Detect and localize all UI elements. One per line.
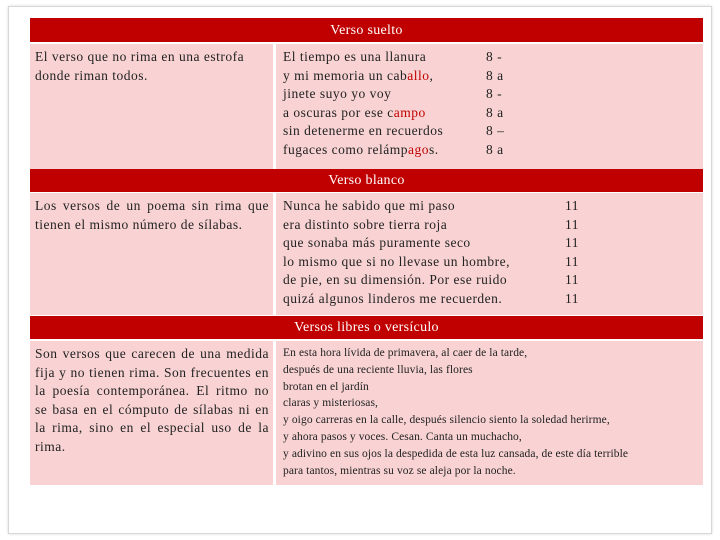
poem-line-text — [283, 381, 369, 393]
poem-line — [283, 104, 697, 123]
poem-text-fragment: , — [429, 67, 434, 83]
poem-line — [283, 271, 697, 290]
meter-count: 8 a — [486, 67, 504, 83]
poem-line-text — [283, 217, 447, 232]
poem-line — [283, 395, 697, 412]
poem-text-fragment: jinete suyo yo voy — [283, 86, 392, 102]
poem-text-fragment: de pie, en su dimensión. Por ese ruido — [283, 272, 508, 288]
poem-text-fragment: que sonaba más puramente seco — [283, 235, 471, 251]
poem-line — [283, 379, 697, 396]
meter-count: 11 — [565, 290, 579, 306]
poem-line-text — [283, 235, 471, 250]
poem-line-text — [283, 123, 443, 138]
poem-line-text — [283, 431, 522, 443]
poem-line-text — [283, 364, 473, 376]
poem-line — [283, 345, 697, 362]
poem-text-fragment: brotan en el jardín — [283, 380, 369, 393]
poem-line — [283, 67, 697, 86]
poem-line-text — [283, 254, 510, 269]
poem-text-fragment: El tiempo es una llanura — [283, 49, 427, 64]
poem-line — [283, 446, 697, 463]
meter-count: 8 – — [486, 123, 505, 139]
poem-line — [283, 362, 697, 379]
poem-line-text — [283, 142, 439, 157]
poem-line — [283, 234, 697, 253]
meter-count: 8 a — [486, 104, 504, 120]
meter-count: 11 — [565, 272, 579, 288]
poem-text-fragment: claras y misteriosas, — [283, 397, 379, 410]
poem-line — [283, 216, 697, 235]
poem-verso-blanco — [276, 193, 703, 315]
meter-count: 8 - — [486, 86, 503, 102]
poem-text-fragment: Nunca he sabido que mi paso — [283, 198, 456, 213]
meter-count: 11 — [565, 253, 579, 269]
poem-line-text — [283, 397, 378, 409]
poem-line — [283, 122, 697, 141]
definition-verso-blanco: Los versos de un poema sin rima que tienen el mismo número de sílabas. — [30, 193, 273, 315]
poem-text-fragment: quizá algunos linderos me recuerden. — [283, 290, 503, 306]
meter-count: 11 — [565, 216, 579, 232]
section-header-verso-blanco: Verso blanco — [30, 169, 703, 192]
poem-text-fragment: En esta hora lívida de primavera, al caer de la tarde, — [283, 347, 528, 359]
poem-text-fragment: y mi memoria un cab — [283, 67, 408, 83]
poem-line — [283, 290, 697, 309]
poem-text-fragment: a oscuras por ese c — [283, 104, 394, 120]
poem-line-text — [283, 448, 628, 460]
section-header-versos-libres: Versos libres o versículo — [30, 316, 703, 339]
poem-text-fragment: y adivino en sus ojos la despedida de esta luz cansada, de este día terrible — [283, 447, 629, 460]
poem-text-fragment: después de una reciente lluvia, las flores — [283, 363, 473, 376]
meter-count: 11 — [565, 235, 579, 251]
rhyme-highlight: ampo — [393, 104, 426, 120]
poem-text-fragment: para tantos, mientras su voz se aleja por la noche. — [283, 464, 516, 477]
poem-line — [283, 463, 697, 480]
definition-verso-suelto: El verso que no rima en una estrofa donde riman todos. — [30, 44, 273, 184]
poem-line-text — [283, 105, 426, 120]
poem-line — [283, 412, 697, 429]
poem-line — [283, 197, 697, 216]
poem-text-fragment: sin detenerme en recuerdos — [283, 123, 444, 139]
poem-line — [283, 141, 697, 160]
poem-line — [283, 48, 697, 67]
poem-line-text — [283, 68, 433, 83]
meter-count: 8 - — [486, 49, 503, 64]
poem-text-fragment: fugaces como relámp — [283, 141, 408, 157]
poem-text-fragment: lo mismo que si no llevase un hombre, — [283, 253, 510, 269]
poem-line-text — [283, 291, 502, 306]
poem-line-text — [283, 272, 507, 287]
poem-line-text — [283, 86, 391, 101]
rhyme-highlight: ago — [407, 141, 429, 157]
poem-line-text — [283, 49, 426, 64]
verse-types-table — [30, 18, 703, 485]
rhyme-highlight: allo — [407, 67, 430, 83]
poem-versos-libres — [276, 341, 703, 485]
poem-line-text — [283, 347, 527, 359]
poem-text-fragment: y ahora pasos y voces. Cesan. Canta un muchacho, — [283, 430, 522, 443]
poem-line — [283, 85, 697, 104]
meter-count: 11 — [565, 198, 579, 213]
poem-line — [283, 429, 697, 446]
poem-line-text — [283, 465, 516, 477]
poem-text-fragment: s. — [428, 141, 439, 157]
poem-text-fragment: era distinto sobre tierra roja — [283, 216, 448, 232]
poem-verso-suelto — [276, 44, 703, 184]
poem-line-text — [283, 198, 455, 213]
definition-versos-libres: Son versos que carecen de una medida fija y no tienen rima. Son frecuentes en la poesía contemporánea. El ritmo no se basa en el cómputo de sílabas ni en la rima, sino en el especial uso de la rima. — [30, 341, 273, 485]
section-header-verso-suelto: Verso suelto — [30, 18, 703, 42]
poem-text-fragment: y oigo carreras en la calle, después silencio siento la soledad herirme, — [283, 414, 610, 427]
poem-line — [283, 253, 697, 272]
meter-count: 8 a — [486, 141, 504, 157]
poem-line-text — [283, 414, 610, 426]
